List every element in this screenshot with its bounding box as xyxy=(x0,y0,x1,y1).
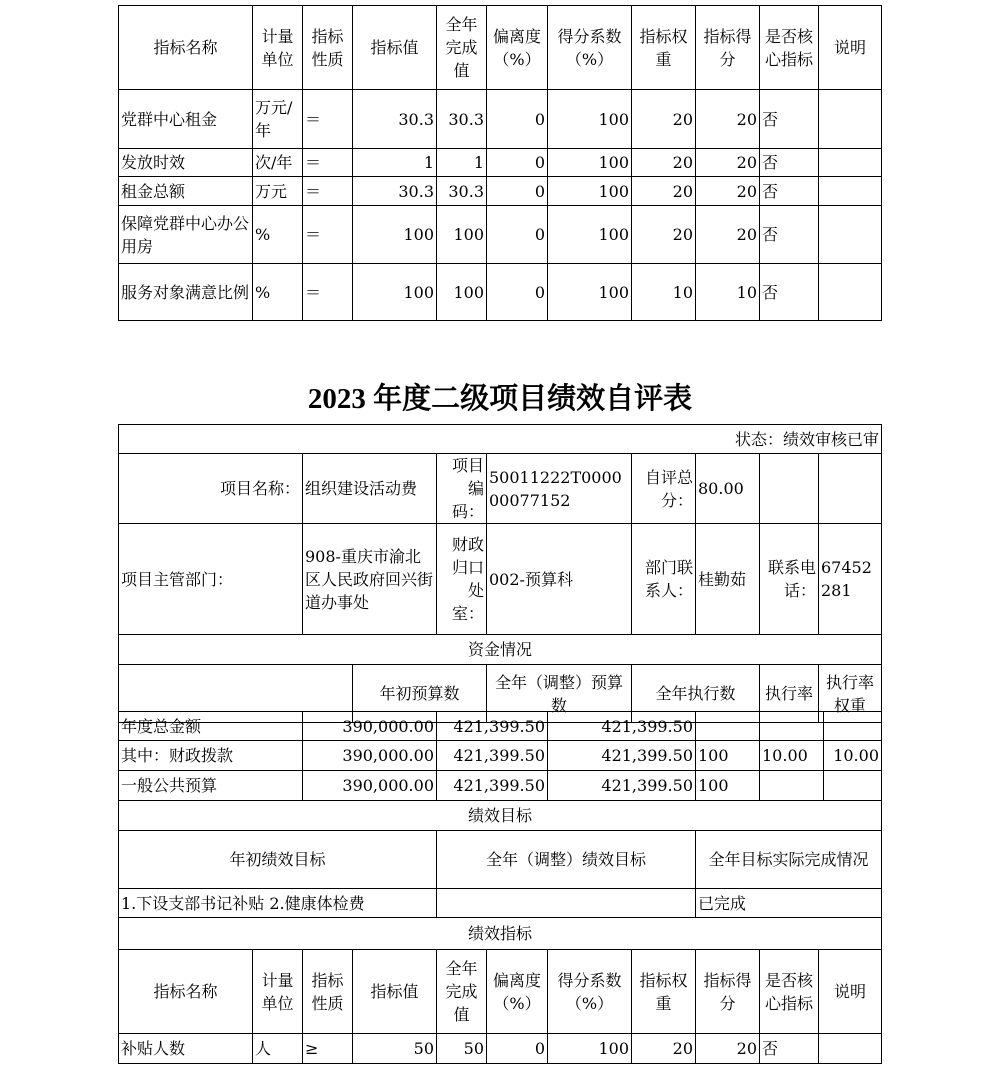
header-cell: 全年完成值 xyxy=(437,6,487,90)
note-cell xyxy=(819,1034,882,1064)
funds-header: 全年（调整）预算数 xyxy=(487,665,632,723)
contact-label: 部门联系人： xyxy=(632,524,696,635)
value-cell: 100 xyxy=(548,149,632,177)
unit-cell: % xyxy=(253,264,303,321)
header-cell: 计量单位 xyxy=(253,6,303,90)
funds-header: 年初预算数 xyxy=(353,665,487,723)
indicators-section-title: 绩效指标 xyxy=(119,918,882,950)
goals-header-row xyxy=(119,831,882,889)
goals-header: 全年目标实际完成情况 xyxy=(696,831,882,889)
phone-label: 联系电话： xyxy=(760,524,819,635)
unit-cell: 万元 xyxy=(253,177,303,206)
value-cell: 20 xyxy=(696,1034,760,1064)
header-cell: 计量单位 xyxy=(253,950,303,1034)
funds-value: 421,399.50 xyxy=(548,771,696,801)
goals-header: 年初绩效目标 xyxy=(119,831,437,889)
header-cell: 指标得分 xyxy=(696,950,760,1034)
header-cell: 是否核心指标 xyxy=(760,950,819,1034)
header-cell: 得分系数（%） xyxy=(548,950,632,1034)
department-row xyxy=(119,524,882,635)
indicator-name: 党群中心租金 xyxy=(119,90,253,149)
self-score: 80.00 xyxy=(696,454,760,524)
funds-label: 其中：财政拨款 xyxy=(119,741,303,771)
funds-value: 390,000.00 xyxy=(303,741,437,771)
header-cell: 说明 xyxy=(819,6,882,90)
dept-name: 908-重庆市渝北区人民政府回兴街道办事处 xyxy=(303,524,437,635)
value-cell: 20 xyxy=(696,177,760,206)
funds-value: 421,399.50 xyxy=(437,741,548,771)
value-cell: 100 xyxy=(548,177,632,206)
goals-row xyxy=(119,889,882,918)
unit-cell: 次/年 xyxy=(253,149,303,177)
adjusted-goal xyxy=(437,889,696,918)
value-cell: 0 xyxy=(487,1034,548,1064)
funds-row xyxy=(119,741,882,771)
exec-score xyxy=(824,712,882,741)
value-cell: 100 xyxy=(353,264,437,321)
header-cell: 偏离度（%） xyxy=(487,950,548,1034)
value-cell: 1 xyxy=(437,149,487,177)
core-cell: 否 xyxy=(760,90,819,149)
core-cell: 否 xyxy=(760,149,819,177)
table-row xyxy=(119,206,882,264)
value-cell: 10 xyxy=(696,264,760,321)
funds-value: 421,399.50 xyxy=(548,712,696,741)
value-cell: 20 xyxy=(696,90,760,149)
nature-cell: ＝ xyxy=(303,177,353,206)
value-cell: 20 xyxy=(632,1034,696,1064)
nature-cell: ≥ xyxy=(303,1034,353,1064)
header-cell: 全年完成值 xyxy=(437,950,487,1034)
value-cell: 30.3 xyxy=(353,90,437,149)
funds-header: 执行率权重 xyxy=(819,665,882,723)
value-cell: 0 xyxy=(487,177,548,206)
finance-office-label: 财政归口处室： xyxy=(437,524,487,635)
actual-completion: 已完成 xyxy=(696,889,882,918)
nature-cell: ＝ xyxy=(303,90,353,149)
funds-label: 年度总金额 xyxy=(119,712,303,741)
self-score-label: 自评总分： xyxy=(632,454,696,524)
goals-section-title: 绩效目标 xyxy=(119,801,882,831)
value-cell: 1 xyxy=(353,149,437,177)
indicator-name: 保障党群中心办公用房 xyxy=(119,206,253,264)
exec-weight xyxy=(760,771,824,801)
project-code: 50011222T000000077152 xyxy=(487,454,632,524)
value-cell: 0 xyxy=(487,264,548,321)
value-cell: 20 xyxy=(632,149,696,177)
exec-weight xyxy=(760,712,824,741)
header-cell: 偏离度（%） xyxy=(487,6,548,90)
unit-cell: 人 xyxy=(253,1034,303,1064)
goals-section-row xyxy=(119,801,882,831)
value-cell: 100 xyxy=(548,90,632,149)
evaluation-table xyxy=(118,424,882,723)
unit-cell: 万元/年 xyxy=(253,90,303,149)
core-cell: 否 xyxy=(760,1034,819,1064)
note-cell xyxy=(819,90,882,149)
value-cell: 20 xyxy=(696,149,760,177)
value-cell: 100 xyxy=(548,206,632,264)
top-indicator-table xyxy=(118,5,882,321)
indicator-name: 服务对象满意比例 xyxy=(119,264,253,321)
header-cell: 指标值 xyxy=(353,950,437,1034)
exec-weight: 10.00 xyxy=(760,741,824,771)
contact-name: 桂勤茹 xyxy=(696,524,760,635)
header-cell: 指标得分 xyxy=(696,6,760,90)
empty-cell xyxy=(819,454,882,524)
exec-score xyxy=(824,771,882,801)
header-cell: 指标名称 xyxy=(119,950,253,1034)
note-cell xyxy=(819,264,882,321)
indicators-header-row xyxy=(119,950,882,1034)
funds-row xyxy=(119,771,882,801)
nature-cell: ＝ xyxy=(303,206,353,264)
header-cell: 指标性质 xyxy=(303,950,353,1034)
top-header-row xyxy=(119,6,882,90)
header-cell: 指标值 xyxy=(353,6,437,90)
indicator-name: 发放时效 xyxy=(119,149,253,177)
status-row xyxy=(119,425,882,454)
project-name-row xyxy=(119,454,882,524)
project-code-label: 项目编码： xyxy=(437,454,487,524)
funds-table xyxy=(118,711,882,801)
finance-office: 002-预算科 xyxy=(487,524,632,635)
note-cell xyxy=(819,206,882,264)
table-row xyxy=(119,90,882,149)
dept-label: 项目主管部门： xyxy=(119,524,303,635)
funds-value: 421,399.50 xyxy=(548,741,696,771)
unit-cell: % xyxy=(253,206,303,264)
funds-header: 全年执行数 xyxy=(632,665,760,723)
value-cell: 100 xyxy=(548,264,632,321)
funds-value: 390,000.00 xyxy=(303,771,437,801)
core-cell: 否 xyxy=(760,206,819,264)
indicators-section-row xyxy=(119,918,882,950)
value-cell: 100 xyxy=(437,206,487,264)
value-cell: 0 xyxy=(487,149,548,177)
value-cell: 20 xyxy=(632,90,696,149)
exec-rate xyxy=(696,712,760,741)
value-cell: 0 xyxy=(487,206,548,264)
value-cell: 20 xyxy=(632,177,696,206)
table-row xyxy=(119,177,882,206)
empty-cell xyxy=(760,454,819,524)
funds-value: 421,399.50 xyxy=(437,712,548,741)
funds-value: 421,399.50 xyxy=(437,771,548,801)
phone-number: 67452281 xyxy=(819,524,882,635)
funds-section-row xyxy=(119,635,882,665)
page-title: 2023 年度二级项目绩效自评表 xyxy=(307,383,693,415)
indicator-name: 补贴人数 xyxy=(119,1034,253,1064)
indicator-name: 租金总额 xyxy=(119,177,253,206)
value-cell: 100 xyxy=(548,1034,632,1064)
value-cell: 0 xyxy=(487,90,548,149)
initial-goal: 1.下设支部书记补贴 2.健康体检费 xyxy=(119,889,437,918)
table-row xyxy=(119,1034,882,1064)
value-cell: 30.3 xyxy=(437,90,487,149)
goals-table xyxy=(118,800,882,918)
funds-section-title: 资金情况 xyxy=(119,635,882,665)
indicators-table xyxy=(118,917,882,1064)
header-cell: 得分系数（%） xyxy=(548,6,632,90)
core-cell: 否 xyxy=(760,177,819,206)
header-cell: 是否核心指标 xyxy=(760,6,819,90)
nature-cell: ＝ xyxy=(303,149,353,177)
exec-score: 10.00 xyxy=(824,741,882,771)
header-cell: 指标权重 xyxy=(632,6,696,90)
project-name: 组织建设活动费 xyxy=(303,454,437,524)
funds-label: 一般公共预算 xyxy=(119,771,303,801)
table-row xyxy=(119,149,882,177)
value-cell: 30.3 xyxy=(353,177,437,206)
header-cell: 指标性质 xyxy=(303,6,353,90)
value-cell: 50 xyxy=(353,1034,437,1064)
status-text: 状态：绩效审核已审 xyxy=(119,425,882,454)
project-name-label: 项目名称： xyxy=(119,454,303,524)
value-cell: 30.3 xyxy=(437,177,487,206)
header-cell: 指标名称 xyxy=(119,6,253,90)
note-cell xyxy=(819,177,882,206)
exec-rate: 100 xyxy=(696,771,760,801)
note-cell xyxy=(819,149,882,177)
funds-header: 执行率 xyxy=(760,665,819,723)
goals-header: 全年（调整）绩效目标 xyxy=(437,831,696,889)
funds-value: 390,000.00 xyxy=(303,712,437,741)
exec-rate: 100 xyxy=(696,741,760,771)
header-cell: 指标权重 xyxy=(632,950,696,1034)
value-cell: 100 xyxy=(353,206,437,264)
funds-row xyxy=(119,712,882,741)
value-cell: 50 xyxy=(437,1034,487,1064)
header-cell: 说明 xyxy=(819,950,882,1034)
table-row xyxy=(119,264,882,321)
nature-cell: ＝ xyxy=(303,264,353,321)
value-cell: 10 xyxy=(632,264,696,321)
value-cell: 100 xyxy=(437,264,487,321)
value-cell: 20 xyxy=(632,206,696,264)
value-cell: 20 xyxy=(696,206,760,264)
core-cell: 否 xyxy=(760,264,819,321)
